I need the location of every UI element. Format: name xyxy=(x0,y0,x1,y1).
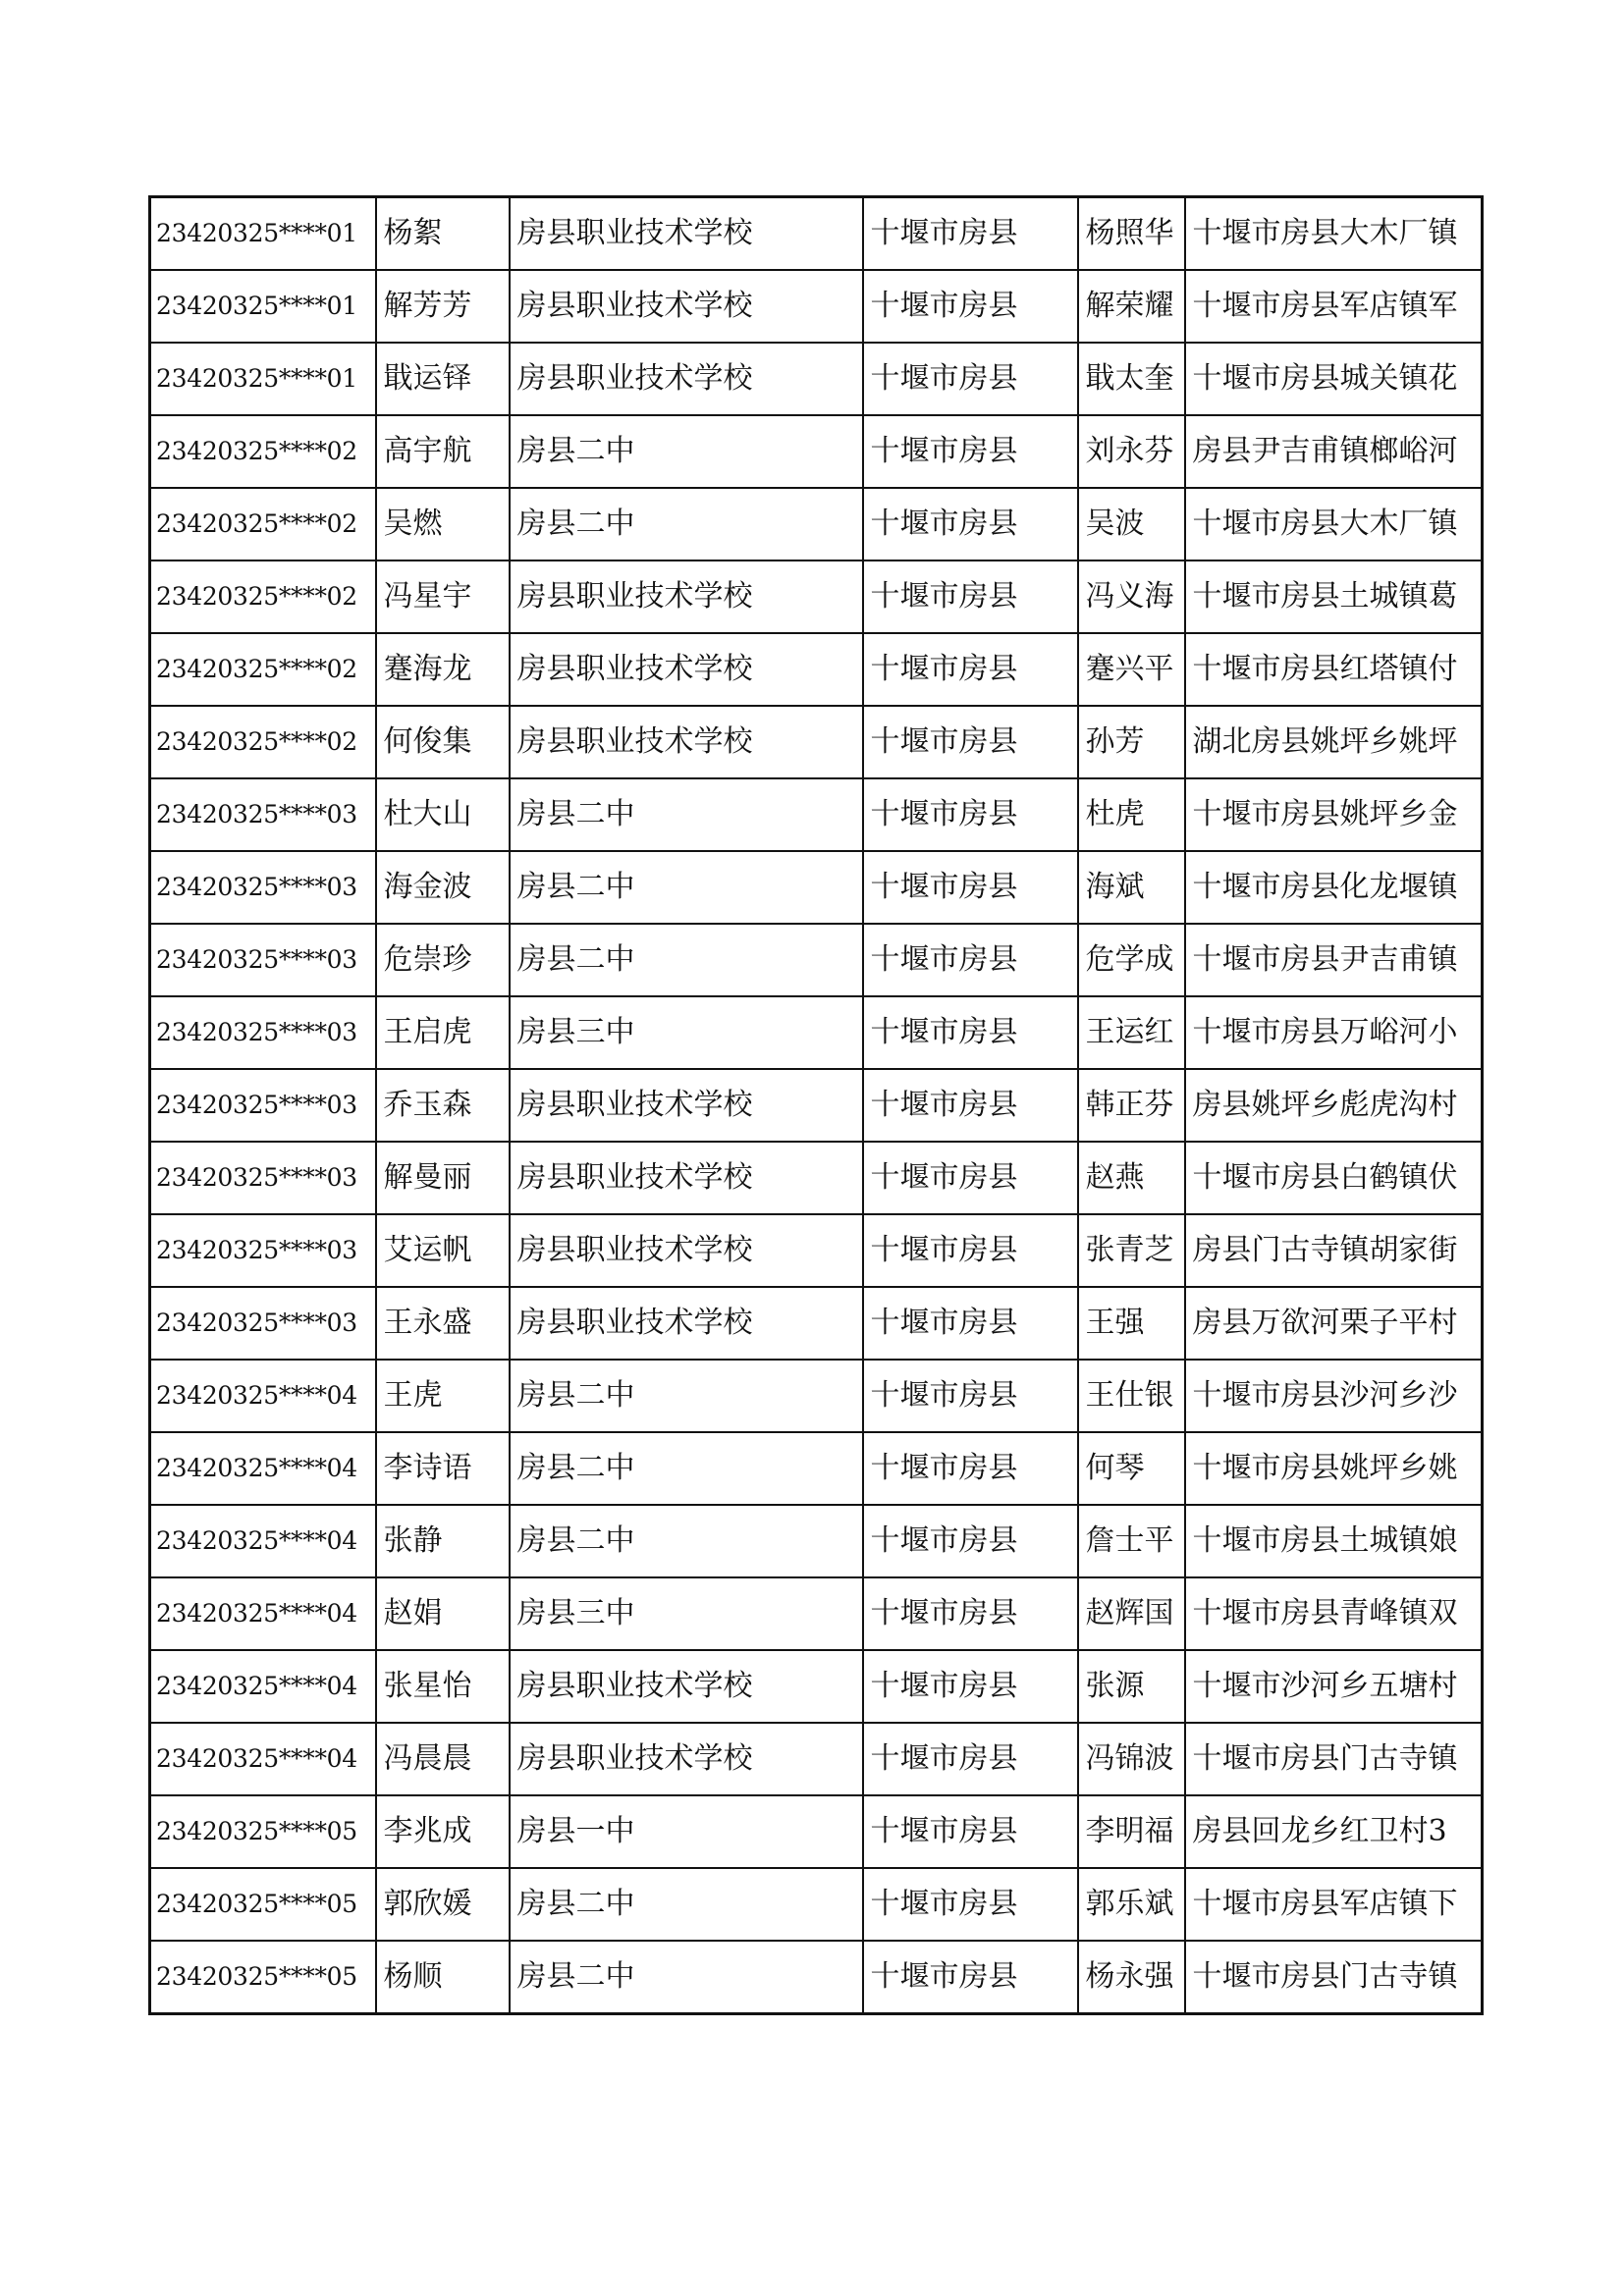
address-cell: 房县万欲河栗子平村 xyxy=(1185,1287,1483,1360)
address-cell: 十堰市房县化龙堰镇 xyxy=(1185,851,1483,924)
table-row xyxy=(150,270,1483,343)
region-cell: 十堰市房县 xyxy=(863,1214,1078,1287)
student-name-cell: 海金波 xyxy=(376,851,510,924)
school-cell: 房县二中 xyxy=(510,1360,863,1432)
school-cell: 房县职业技术学校 xyxy=(510,270,863,343)
address-cell: 房县姚坪乡彪虎沟村 xyxy=(1185,1069,1483,1142)
student-name-cell: 解芳芳 xyxy=(376,270,510,343)
school-cell: 房县三中 xyxy=(510,1577,863,1650)
record-id-cell: 23420325****02 xyxy=(150,561,376,633)
guardian-name-cell: 杜虎 xyxy=(1078,778,1185,851)
record-id-cell: 23420325****04 xyxy=(150,1432,376,1505)
region-cell: 十堰市房县 xyxy=(863,1868,1078,1941)
guardian-name-cell: 詹士平 xyxy=(1078,1505,1185,1577)
student-name-cell: 张静 xyxy=(376,1505,510,1577)
school-cell: 房县二中 xyxy=(510,1505,863,1577)
record-id-cell: 23420325****03 xyxy=(150,778,376,851)
region-cell: 十堰市房县 xyxy=(863,415,1078,488)
guardian-name-cell: 刘永芬 xyxy=(1078,415,1185,488)
student-name-cell: 冯晨晨 xyxy=(376,1723,510,1795)
record-id-cell: 23420325****02 xyxy=(150,415,376,488)
address-cell: 十堰市房县军店镇军 xyxy=(1185,270,1483,343)
table-row xyxy=(150,1868,1483,1941)
table-row xyxy=(150,1505,1483,1577)
address-cell: 十堰市房县城关镇花 xyxy=(1185,343,1483,415)
region-cell: 十堰市房县 xyxy=(863,1505,1078,1577)
student-name-cell: 乔玉森 xyxy=(376,1069,510,1142)
school-cell: 房县二中 xyxy=(510,488,863,561)
address-cell: 十堰市房县青峰镇双 xyxy=(1185,1577,1483,1650)
guardian-name-cell: 张源 xyxy=(1078,1650,1185,1723)
guardian-name-cell: 戢太奎 xyxy=(1078,343,1185,415)
student-name-cell: 王启虎 xyxy=(376,996,510,1069)
guardian-name-cell: 王仕银 xyxy=(1078,1360,1185,1432)
table-row xyxy=(150,1214,1483,1287)
school-cell: 房县职业技术学校 xyxy=(510,633,863,706)
address-cell: 十堰市房县门古寺镇 xyxy=(1185,1941,1483,2014)
guardian-name-cell: 杨永强 xyxy=(1078,1941,1185,2014)
school-cell: 房县职业技术学校 xyxy=(510,1723,863,1795)
student-name-cell: 杨絮 xyxy=(376,197,510,271)
table-row xyxy=(150,561,1483,633)
student-name-cell: 艾运帆 xyxy=(376,1214,510,1287)
address-cell: 湖北房县姚坪乡姚坪 xyxy=(1185,706,1483,778)
region-cell: 十堰市房县 xyxy=(863,1577,1078,1650)
address-cell: 十堰市房县门古寺镇 xyxy=(1185,1723,1483,1795)
guardian-name-cell: 王强 xyxy=(1078,1287,1185,1360)
student-name-cell: 赵娟 xyxy=(376,1577,510,1650)
student-name-cell: 危崇珍 xyxy=(376,924,510,996)
table-row xyxy=(150,343,1483,415)
guardian-name-cell: 韩正芬 xyxy=(1078,1069,1185,1142)
record-id-cell: 23420325****01 xyxy=(150,270,376,343)
student-name-cell: 高宇航 xyxy=(376,415,510,488)
region-cell: 十堰市房县 xyxy=(863,778,1078,851)
region-cell: 十堰市房县 xyxy=(863,1069,1078,1142)
address-cell: 房县回龙乡红卫村3 xyxy=(1185,1795,1483,1868)
record-id-cell: 23420325****03 xyxy=(150,851,376,924)
table-row xyxy=(150,415,1483,488)
region-cell: 十堰市房县 xyxy=(863,270,1078,343)
region-cell: 十堰市房县 xyxy=(863,488,1078,561)
school-cell: 房县职业技术学校 xyxy=(510,1650,863,1723)
school-cell: 房县职业技术学校 xyxy=(510,1069,863,1142)
roster-table xyxy=(148,195,1484,2015)
guardian-name-cell: 蹇兴平 xyxy=(1078,633,1185,706)
school-cell: 房县二中 xyxy=(510,1941,863,2014)
school-cell: 房县二中 xyxy=(510,778,863,851)
student-name-cell: 吴燃 xyxy=(376,488,510,561)
address-cell: 十堰市房县大木厂镇 xyxy=(1185,197,1483,271)
address-cell: 十堰市房县姚坪乡姚 xyxy=(1185,1432,1483,1505)
school-cell: 房县职业技术学校 xyxy=(510,561,863,633)
region-cell: 十堰市房县 xyxy=(863,633,1078,706)
address-cell: 十堰市房县土城镇葛 xyxy=(1185,561,1483,633)
student-name-cell: 何俊集 xyxy=(376,706,510,778)
student-name-cell: 解曼丽 xyxy=(376,1142,510,1214)
guardian-name-cell: 赵燕 xyxy=(1078,1142,1185,1214)
table-row xyxy=(150,1650,1483,1723)
school-cell: 房县三中 xyxy=(510,996,863,1069)
record-id-cell: 23420325****03 xyxy=(150,1142,376,1214)
region-cell: 十堰市房县 xyxy=(863,996,1078,1069)
student-name-cell: 郭欣媛 xyxy=(376,1868,510,1941)
school-cell: 房县职业技术学校 xyxy=(510,197,863,271)
record-id-cell: 23420325****03 xyxy=(150,924,376,996)
school-cell: 房县二中 xyxy=(510,1432,863,1505)
record-id-cell: 23420325****01 xyxy=(150,197,376,271)
region-cell: 十堰市房县 xyxy=(863,706,1078,778)
student-name-cell: 李诗语 xyxy=(376,1432,510,1505)
address-cell: 房县门古寺镇胡家街 xyxy=(1185,1214,1483,1287)
record-id-cell: 23420325****04 xyxy=(150,1650,376,1723)
region-cell: 十堰市房县 xyxy=(863,851,1078,924)
record-id-cell: 23420325****05 xyxy=(150,1795,376,1868)
address-cell: 十堰市房县尹吉甫镇 xyxy=(1185,924,1483,996)
address-cell: 十堰市房县姚坪乡金 xyxy=(1185,778,1483,851)
guardian-name-cell: 孙芳 xyxy=(1078,706,1185,778)
guardian-name-cell: 何琴 xyxy=(1078,1432,1185,1505)
guardian-name-cell: 王运红 xyxy=(1078,996,1185,1069)
table-row xyxy=(150,1432,1483,1505)
address-cell: 十堰市房县白鹤镇伏 xyxy=(1185,1142,1483,1214)
guardian-name-cell: 杨照华 xyxy=(1078,197,1185,271)
table-row xyxy=(150,1142,1483,1214)
record-id-cell: 23420325****04 xyxy=(150,1577,376,1650)
region-cell: 十堰市房县 xyxy=(863,1795,1078,1868)
region-cell: 十堰市房县 xyxy=(863,1432,1078,1505)
table-row xyxy=(150,1941,1483,2014)
address-cell: 十堰市房县军店镇下 xyxy=(1185,1868,1483,1941)
school-cell: 房县职业技术学校 xyxy=(510,1142,863,1214)
record-id-cell: 23420325****05 xyxy=(150,1941,376,2014)
guardian-name-cell: 冯锦波 xyxy=(1078,1723,1185,1795)
address-cell: 十堰市房县土城镇娘 xyxy=(1185,1505,1483,1577)
table-row xyxy=(150,1795,1483,1868)
region-cell: 十堰市房县 xyxy=(863,197,1078,271)
record-id-cell: 23420325****04 xyxy=(150,1360,376,1432)
address-cell: 十堰市房县红塔镇付 xyxy=(1185,633,1483,706)
region-cell: 十堰市房县 xyxy=(863,343,1078,415)
student-name-cell: 杨顺 xyxy=(376,1941,510,2014)
table-row xyxy=(150,1069,1483,1142)
address-cell: 十堰市房县沙河乡沙 xyxy=(1185,1360,1483,1432)
student-name-cell: 王虎 xyxy=(376,1360,510,1432)
record-id-cell: 23420325****04 xyxy=(150,1723,376,1795)
school-cell: 房县职业技术学校 xyxy=(510,1214,863,1287)
address-cell: 十堰市沙河乡五塘村 xyxy=(1185,1650,1483,1723)
student-name-cell: 李兆成 xyxy=(376,1795,510,1868)
region-cell: 十堰市房县 xyxy=(863,1723,1078,1795)
table-row xyxy=(150,1723,1483,1795)
school-cell: 房县职业技术学校 xyxy=(510,343,863,415)
school-cell: 房县一中 xyxy=(510,1795,863,1868)
guardian-name-cell: 李明福 xyxy=(1078,1795,1185,1868)
table-row xyxy=(150,197,1483,271)
record-id-cell: 23420325****01 xyxy=(150,343,376,415)
region-cell: 十堰市房县 xyxy=(863,1941,1078,2014)
table-row xyxy=(150,488,1483,561)
roster-table-body xyxy=(150,197,1483,2014)
student-name-cell: 杜大山 xyxy=(376,778,510,851)
record-id-cell: 23420325****05 xyxy=(150,1868,376,1941)
student-name-cell: 张星怡 xyxy=(376,1650,510,1723)
table-row xyxy=(150,924,1483,996)
school-cell: 房县职业技术学校 xyxy=(510,706,863,778)
table-row xyxy=(150,1577,1483,1650)
school-cell: 房县二中 xyxy=(510,415,863,488)
student-name-cell: 戢运铎 xyxy=(376,343,510,415)
student-name-cell: 王永盛 xyxy=(376,1287,510,1360)
school-cell: 房县二中 xyxy=(510,924,863,996)
guardian-name-cell: 张青芝 xyxy=(1078,1214,1185,1287)
region-cell: 十堰市房县 xyxy=(863,561,1078,633)
school-cell: 房县二中 xyxy=(510,1868,863,1941)
record-id-cell: 23420325****03 xyxy=(150,1214,376,1287)
record-id-cell: 23420325****03 xyxy=(150,1287,376,1360)
region-cell: 十堰市房县 xyxy=(863,1142,1078,1214)
record-id-cell: 23420325****03 xyxy=(150,1069,376,1142)
table-row xyxy=(150,1287,1483,1360)
region-cell: 十堰市房县 xyxy=(863,924,1078,996)
table-row xyxy=(150,1360,1483,1432)
guardian-name-cell: 危学成 xyxy=(1078,924,1185,996)
guardian-name-cell: 冯义海 xyxy=(1078,561,1185,633)
record-id-cell: 23420325****02 xyxy=(150,706,376,778)
table-row xyxy=(150,996,1483,1069)
address-cell: 十堰市房县大木厂镇 xyxy=(1185,488,1483,561)
region-cell: 十堰市房县 xyxy=(863,1360,1078,1432)
record-id-cell: 23420325****02 xyxy=(150,633,376,706)
student-name-cell: 蹇海龙 xyxy=(376,633,510,706)
table-row xyxy=(150,706,1483,778)
guardian-name-cell: 海斌 xyxy=(1078,851,1185,924)
table-row xyxy=(150,851,1483,924)
region-cell: 十堰市房县 xyxy=(863,1287,1078,1360)
guardian-name-cell: 吴波 xyxy=(1078,488,1185,561)
school-cell: 房县职业技术学校 xyxy=(510,1287,863,1360)
student-name-cell: 冯星宇 xyxy=(376,561,510,633)
guardian-name-cell: 郭乐斌 xyxy=(1078,1868,1185,1941)
table-row xyxy=(150,633,1483,706)
address-cell: 房县尹吉甫镇榔峪河 xyxy=(1185,415,1483,488)
region-cell: 十堰市房县 xyxy=(863,1650,1078,1723)
address-cell: 十堰市房县万峪河小 xyxy=(1185,996,1483,1069)
record-id-cell: 23420325****04 xyxy=(150,1505,376,1577)
record-id-cell: 23420325****02 xyxy=(150,488,376,561)
record-id-cell: 23420325****03 xyxy=(150,996,376,1069)
guardian-name-cell: 解荣耀 xyxy=(1078,270,1185,343)
school-cell: 房县二中 xyxy=(510,851,863,924)
guardian-name-cell: 赵辉国 xyxy=(1078,1577,1185,1650)
table-row xyxy=(150,778,1483,851)
